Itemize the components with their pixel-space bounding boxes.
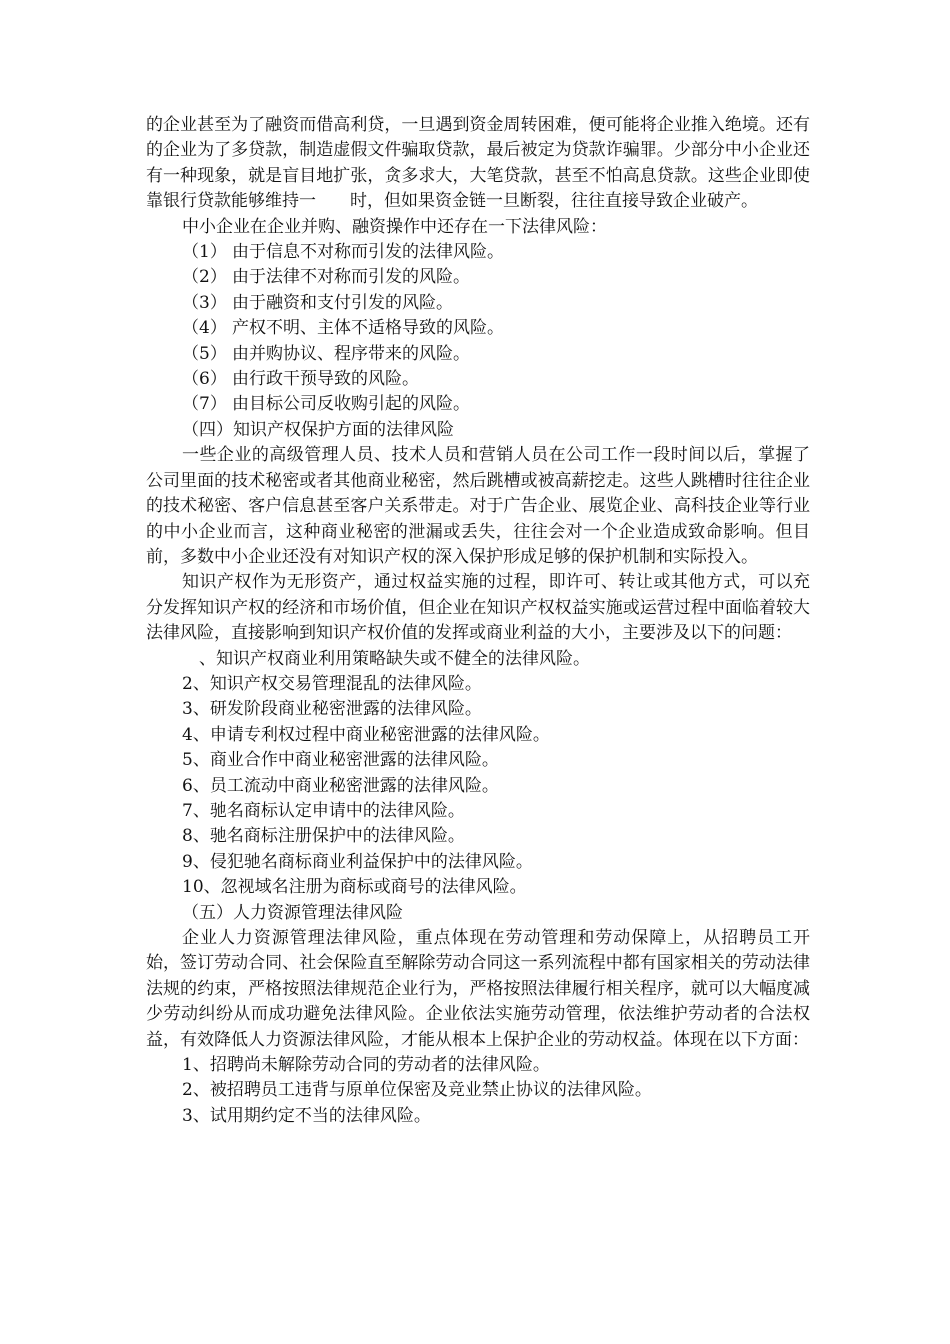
merger-risk-intro: 中小企业在企业并购、融资操作中还存在一下法律风险： — [182, 216, 607, 237]
list-item: 、知识产权商业利用策略缺失或不健全的法律风险。 — [182, 648, 590, 669]
section-heading-hr: （五）人力资源管理法律风险 — [182, 902, 403, 923]
ip-paragraph-2: 知识产权作为无形资产，通过权益实施的过程，即许可、转让或其他方式，可以充分发挥知识产权的经济和市场价值，但企业在知识产权权益实施或运营过程中面临着较大法律风险，直接影响到知识产权价值的发挥或商业利益的大小，主要涉及以下的问题： — [146, 572, 810, 644]
list-item-number: （4） — [182, 318, 227, 339]
list-item: 4、申请专利权过程中商业秘密泄露的法律风险。 — [182, 724, 550, 745]
list-item-text: 由并购协议、程序带来的风险。 — [232, 343, 470, 364]
list-item: 3、研发阶段商业秘密泄露的法律风险。 — [182, 699, 482, 720]
list-item-text: 产权不明、主体不适格导致的风险。 — [232, 318, 504, 339]
list-item: 1、招聘尚未解除劳动合同的劳动者的法律风险。 — [182, 1055, 550, 1076]
list-item: 7、驰名商标认定申请中的法律风险。 — [182, 800, 465, 821]
hr-risk-list — [146, 1053, 810, 1129]
list-item: 2、被招聘员工违背与原单位保密及竞业禁止协议的法律风险。 — [182, 1080, 652, 1101]
list-item-number: （6） — [182, 369, 227, 390]
list-item: 3、试用期约定不当的法律风险。 — [182, 1105, 431, 1126]
section-heading-ip: （四）知识产权保护方面的法律风险 — [182, 419, 454, 440]
list-item — [146, 291, 810, 316]
ip-paragraph-1: 一些企业的高级管理人员、技术人员和营销人员在公司工作一段时间以后，掌握了公司里面的技术秘密或者其他商业秘密，然后跳槽或被高薪挖走。这些人跳槽时往往企业的技术秘密、客户信息甚至客户关系带走。对于广告企业、展览企业、高科技企业等行业的中小企业而言，这种商业秘密的泄漏或丢失，往往会对一个企业造成致命影响。但目前，多数中小企业还没有对知识产权的深入保护形成足够的保护机制和实际投入。 — [146, 445, 810, 567]
list-item: 5、商业合作中商业秘密泄露的法律风险。 — [182, 750, 499, 771]
list-item-text: 由目标公司反收购引起的风险。 — [232, 394, 470, 415]
list-item: 6、员工流动中商业秘密泄露的法律风险。 — [182, 775, 499, 796]
list-item-text: 由于融资和支付引发的风险。 — [232, 292, 453, 313]
ip-risk-list — [146, 647, 810, 901]
list-item-number: （3） — [182, 292, 227, 313]
merger-risk-list — [146, 240, 810, 418]
list-item — [146, 342, 810, 367]
document-page — [146, 113, 810, 1129]
list-item — [146, 265, 810, 290]
financing-risk-paragraph: 的企业甚至为了融资而借高利贷，一旦遇到资金周转困难，便可能将企业推入绝境。还有的企业为了多贷款，制造虚假文件骗取贷款，最后被定为贷款诈骗罪。少部分中小企业还有一种现象，就是盲目地扩张，贪多求大，大笔贷款，甚至不怕高息贷款。这些企业即使靠银行贷款能够维持一 时，但如果资金链一旦断裂，往往直接导致企业破产。 — [146, 115, 810, 212]
list-item-number: （2） — [182, 267, 227, 288]
list-item — [146, 392, 810, 417]
list-item-text: 由于信息不对称而引发的法律风险。 — [232, 242, 504, 263]
list-item: 9、侵犯驰名商标商业利益保护中的法律风险。 — [182, 851, 533, 872]
list-item-number: （7） — [182, 394, 227, 415]
list-item: 2、知识产权交易管理混乱的法律风险。 — [182, 673, 482, 694]
list-item — [146, 316, 810, 341]
list-item — [146, 240, 810, 265]
list-item-number: （5） — [182, 343, 227, 364]
list-item: 8、驰名商标注册保护中的法律风险。 — [182, 826, 465, 847]
list-item-text: 由行政干预导致的风险。 — [232, 369, 419, 390]
list-item-number: （1） — [182, 242, 227, 263]
list-item: 10、忽视域名注册为商标或商号的法律风险。 — [182, 877, 527, 898]
list-item-text: 由于法律不对称而引发的风险。 — [232, 267, 470, 288]
list-item — [146, 367, 810, 392]
hr-paragraph: 企业人力资源管理法律风险，重点体现在劳动管理和劳动保障上，从招聘员工开始，签订劳动合同、社会保险直至解除劳动合同这一系列流程中都有国家相关的劳动法律法规的约束，严格按照法律规范企业行为，严格按照法律履行相关程序，就可以大幅度减少劳动纠纷从而成功避免法律风险。企业依法实施劳动管理，依法维护劳动者的合法权益，有效降低人力资源法律风险，才能从根本上保护企业的劳动权益。体现在以下方面： — [146, 928, 810, 1050]
